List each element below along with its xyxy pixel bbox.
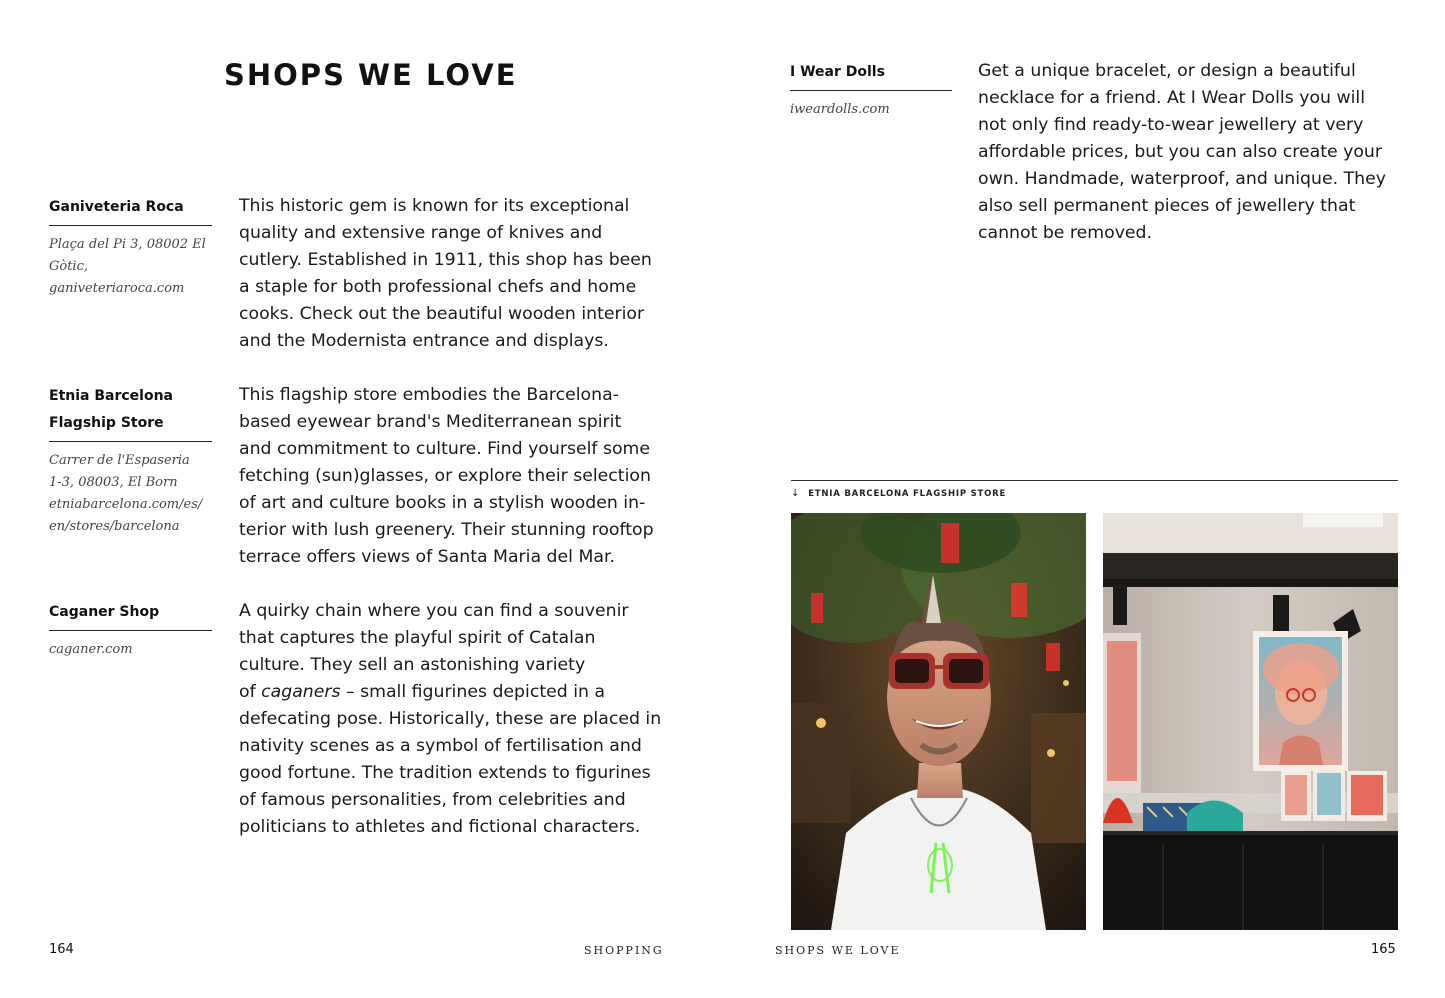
desc-line: necklace for a friend. At I Wear Dolls you will — [978, 88, 1366, 108]
meta-line: Gòtic, ganiveteriaroca.com — [49, 259, 185, 296]
desc-line: culture. They sell an astonishing variety — [239, 655, 586, 675]
shop-divider — [790, 90, 952, 91]
caption-divider — [791, 480, 1398, 481]
shop-description-ganiveteria-roca — [239, 193, 669, 355]
desc-line: and commitment to culture. Find yourself some — [239, 439, 650, 459]
shop-divider — [49, 225, 212, 226]
desc-line: a staple for both professional chefs and home — [239, 277, 637, 297]
desc-line: and the Modernista entrance and displays. — [239, 331, 609, 351]
photo-portrait-man-sunglasses — [791, 513, 1086, 930]
meta-line: etniabarcelona.com/es/ — [49, 497, 203, 512]
desc-line: politicians to athletes and fictional characters. — [239, 817, 641, 837]
photo-store-interior-posters — [1103, 513, 1398, 930]
desc-line: based eyewear brand's Mediterranean spirit — [239, 412, 622, 432]
desc-line: cannot be removed. — [978, 223, 1153, 243]
desc-line: of art and culture books in a stylish wooden in- — [239, 493, 646, 513]
desc-line: cooks. Check out the beautiful wooden interior — [239, 304, 645, 324]
shop-divider — [49, 441, 212, 442]
meta-line: Carrer de l'Espaseria — [49, 453, 190, 468]
shop-name-ganiveteria-roca — [49, 194, 211, 221]
shop-description-i-wear-dolls — [978, 58, 1408, 247]
desc-line: A quirky chain where you can find a souvenir — [239, 601, 629, 621]
desc-line: of caganers – small figurines depicted in a — [239, 682, 606, 702]
emphasis-caganers: caganers — [261, 682, 341, 702]
desc-line: terrace offers views of Santa Maria del Mar. — [239, 547, 615, 567]
desc-line: not only find ready-to-wear jewellery at very — [978, 115, 1364, 135]
page-number-right: 165 — [1371, 942, 1396, 957]
caption-text: ETNIA BARCELONA FLAGSHIP STORE — [808, 489, 1007, 499]
meta-line: Plaça del Pi 3, 08002 El — [49, 237, 206, 252]
shop-name-etnia-barcelona — [49, 383, 211, 437]
shop-name-line: Caganer Shop — [49, 604, 160, 620]
running-head-right: SHOPS WE LOVE — [775, 944, 901, 957]
shop-description-caganer-shop — [239, 598, 669, 841]
section-title: SHOPS WE LOVE — [224, 58, 518, 92]
shop-name-i-wear-dolls: I Wear Dolls — [790, 64, 885, 80]
photo-caption — [791, 488, 1006, 499]
shop-meta-caganer-shop — [49, 639, 224, 661]
meta-line: caganer.com — [49, 642, 133, 657]
shop-name-line: Flagship Store — [49, 415, 164, 431]
desc-line: cutlery. Established in 1911, this shop has been — [239, 250, 652, 270]
desc-line: Get a unique bracelet, or design a beautiful — [978, 61, 1356, 81]
shop-divider — [49, 630, 212, 631]
desc-line: fetching (sun)glasses, or explore their selection — [239, 466, 651, 486]
desc-line: of famous personalities, from celebrities and — [239, 790, 626, 810]
desc-line: also sell permanent pieces of jewellery that — [978, 196, 1356, 216]
page-number-left: 164 — [49, 942, 74, 957]
arrow-down-icon: ↓ — [791, 488, 801, 499]
shop-name-caganer-shop — [49, 599, 211, 626]
desc-line: that captures the playful spirit of Catalan — [239, 628, 596, 648]
shop-meta-i-wear-dolls: iweardolls.com — [790, 102, 890, 117]
shop-meta-etnia-barcelona — [49, 450, 224, 538]
desc-line: defecating pose. Historically, these are placed in — [239, 709, 662, 729]
desc-line: This flagship store embodies the Barcelona- — [239, 385, 619, 405]
meta-line: en/stores/barcelona — [49, 519, 180, 534]
meta-line: 1-3, 08003, El Born — [49, 475, 178, 490]
desc-line: quality and extensive range of knives and — [239, 223, 603, 243]
running-head-left: SHOPPING — [584, 944, 664, 957]
shop-meta-ganiveteria-roca — [49, 234, 224, 300]
desc-line: good fortune. The tradition extends to figurines — [239, 763, 651, 783]
desc-line: own. Handmade, waterproof, and unique. They — [978, 169, 1386, 189]
desc-line: nativity scenes as a symbol of fertilisation and — [239, 736, 642, 756]
shop-name-line: Ganiveteria Roca — [49, 199, 184, 215]
desc-line: This historic gem is known for its exceptional — [239, 196, 630, 216]
desc-line: terior with lush greenery. Their stunning rooftop — [239, 520, 654, 540]
desc-line: affordable prices, but you can also create your — [978, 142, 1382, 162]
shop-name-line: Etnia Barcelona — [49, 388, 173, 404]
shop-description-etnia-barcelona — [239, 382, 669, 571]
